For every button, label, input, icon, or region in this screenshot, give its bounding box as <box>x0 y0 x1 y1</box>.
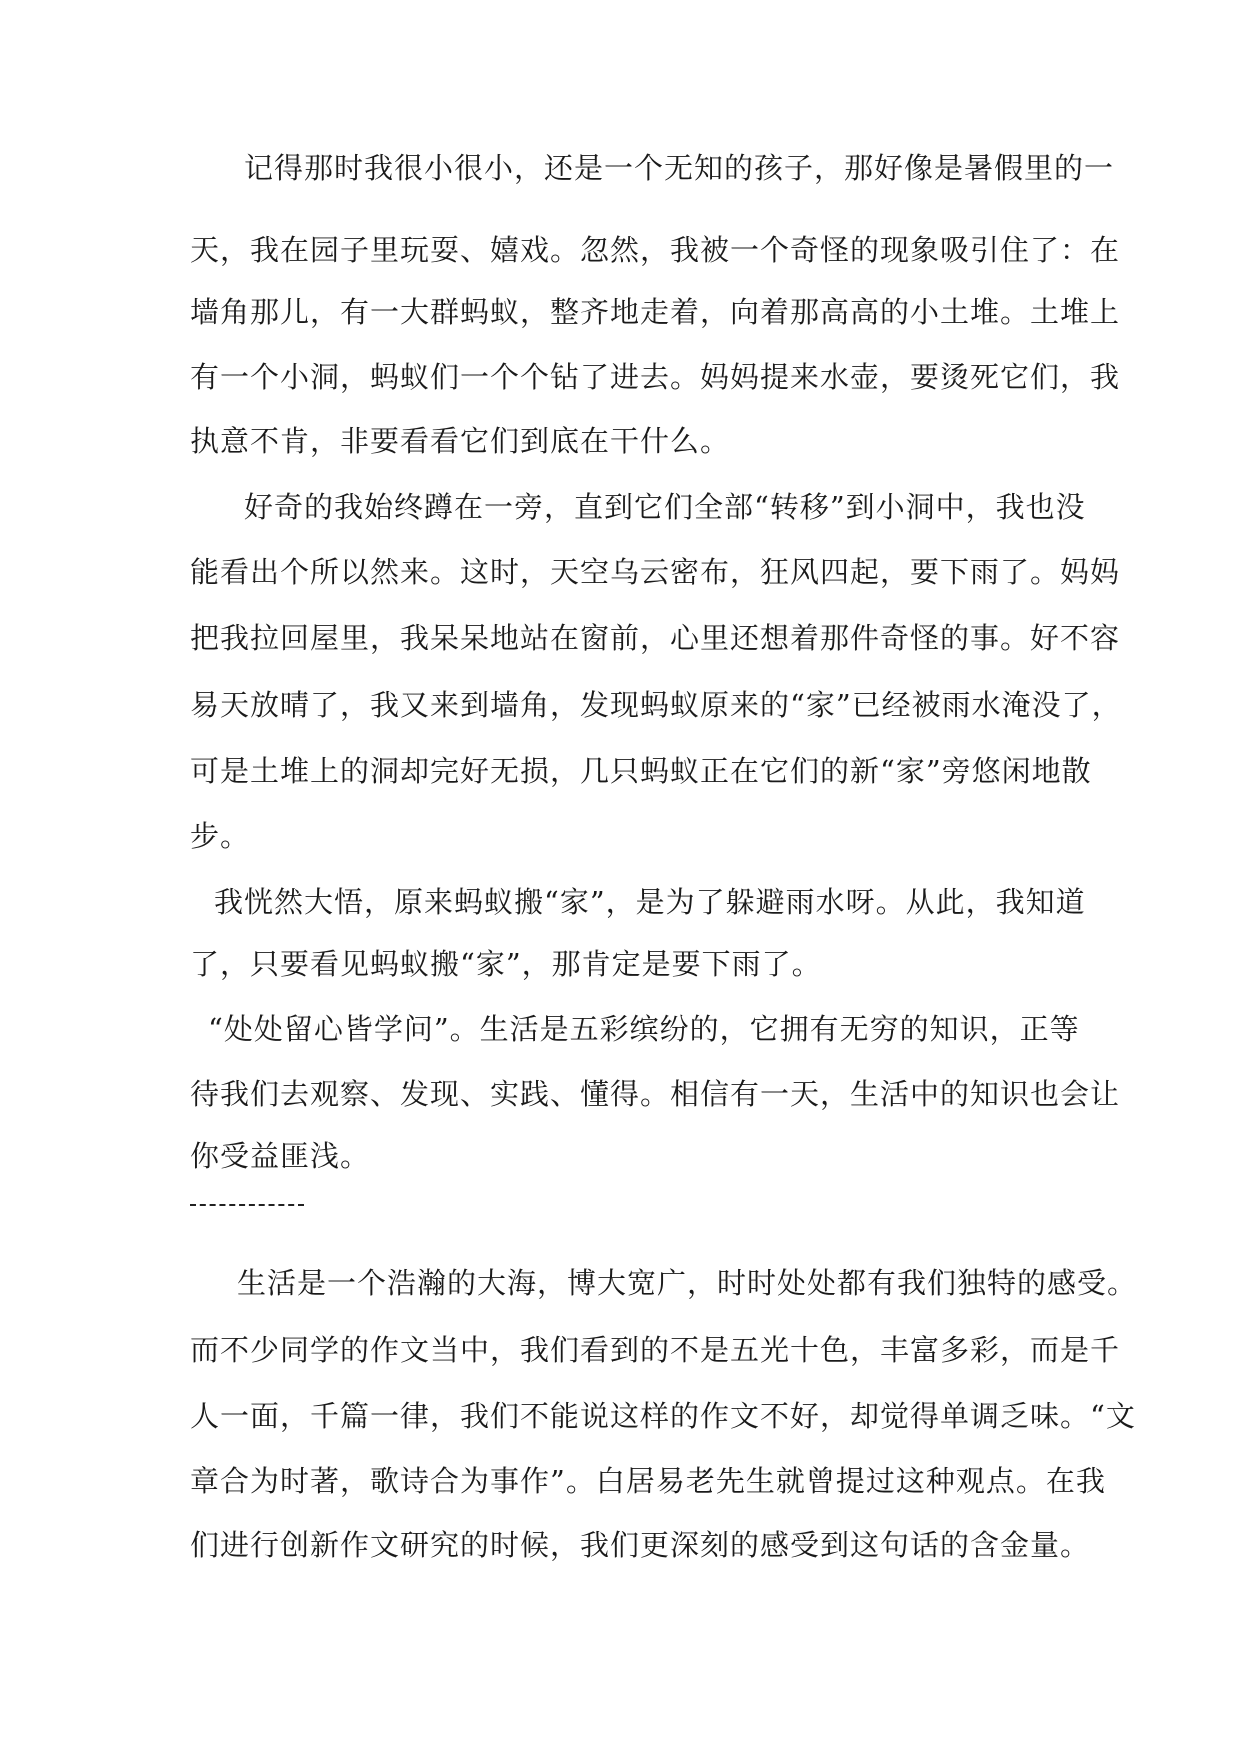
paragraph-5-line-1: 生活是一个浩瀚的大海，博大宽广，时时处处都有我们独特的感受。 <box>237 1266 1138 1300</box>
paragraph-1-line-3: 墙角那儿，有一大群蚂蚁，整齐地走着，向着那高高的小土堆。土堆上 <box>190 295 1121 329</box>
paragraph-5-line-3: 人一面，千篇一律，我们不能说这样的作文不好，却觉得单调乏味。“文 <box>190 1399 1136 1433</box>
paragraph-4-line-1: “处处留心皆学问”。生活是五彩缤纷的，它拥有无穷的知识，正等 <box>208 1012 1080 1046</box>
paragraph-2-line-3: 把我拉回屋里，我呆呆地站在窗前，心里还想着那件奇怪的事。好不容 <box>190 621 1121 655</box>
paragraph-1-line-2: 天，我在园子里玩耍、嬉戏。忽然，我被一个奇怪的现象吸引住了：在 <box>190 233 1121 267</box>
paragraph-2-line-6: 步。 <box>190 819 251 853</box>
paragraph-4-line-3: 你受益匪浅。 <box>190 1139 371 1173</box>
section-divider <box>190 1204 304 1206</box>
paragraph-2-line-4: 易天放晴了，我又来到墙角，发现蚂蚁原来的“家”已经被雨水淹没了， <box>190 688 1122 722</box>
paragraph-2-line-2: 能看出个所以然来。这时，天空乌云密布，狂风四起，要下雨了。妈妈 <box>190 555 1121 589</box>
paragraph-5-line-5: 们进行创新作文研究的时候，我们更深刻的感受到这句话的含金量。 <box>190 1528 1091 1562</box>
paragraph-1-line-1: 记得那时我很小很小，还是一个无知的孩子，那好像是暑假里的一 <box>244 151 1115 185</box>
paragraph-2-line-1: 好奇的我始终蹲在一旁，直到它们全部“转移”到小洞中，我也没 <box>244 490 1086 524</box>
paragraph-2-line-5: 可是土堆上的洞却完好无损，几只蚂蚁正在它们的新“家”旁悠闲地散 <box>190 754 1092 788</box>
paragraph-3-line-2: 了，只要看见蚂蚁搬“家”，那肯定是要下雨了。 <box>190 947 822 981</box>
paragraph-4-line-2: 待我们去观察、发现、实践、懂得。相信有一天，生活中的知识也会让 <box>190 1077 1121 1111</box>
paragraph-5-line-4: 章合为时著，歌诗合为事作”。白居易老先生就曾提过这种观点。在我 <box>190 1464 1106 1498</box>
paragraph-5-line-2: 而不少同学的作文当中，我们看到的不是五光十色，丰富多彩，而是千 <box>190 1333 1121 1367</box>
paragraph-3-line-1: 我恍然大悟，原来蚂蚁搬“家”，是为了躲避雨水呀。从此，我知道 <box>214 885 1086 919</box>
paragraph-1-line-4: 有一个小洞，蚂蚁们一个个钻了进去。妈妈提来水壶，要烫死它们，我 <box>190 360 1121 394</box>
paragraph-1-line-5: 执意不肯，非要看看它们到底在干什么。 <box>190 424 731 458</box>
